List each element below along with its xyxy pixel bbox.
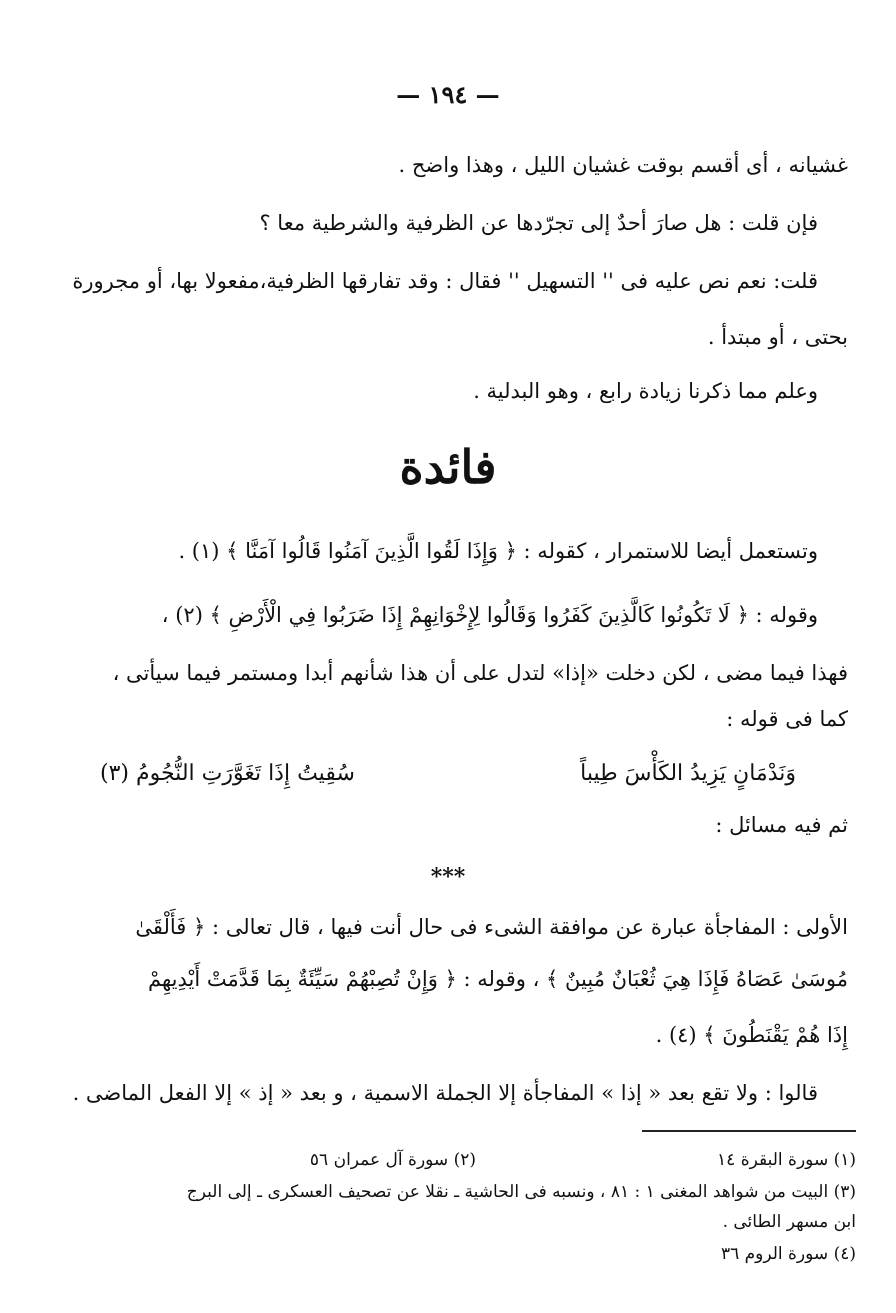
footnote: (٢) سورة آل عمران ٥٦: [309, 1150, 476, 1170]
text-line: قالوا : ولا تقع بعد « إذا » المفاجأة إلا الجملة الاسمية ، و بعد « إذ » إلا الفعل الماضى .: [72, 1081, 818, 1105]
text-line: قلت: نعم نص عليه فى '' التسهيل '' فقال : وقد تفارقها الظرفية،مفعولا بها، أو مجرورة: [72, 269, 818, 293]
section-divider-stars: ***: [430, 864, 466, 890]
verse-hemistich-first: وَنَدْمَانٍ يَزِيدُ الكَأْسَ طِيباً: [580, 761, 796, 786]
poetry-verse: [100, 760, 796, 789]
text-line: فهذا فيما مضى ، لكن دخلت «إذا» لتدل على أن هذا شأنهم أبدا ومستمر فيما سيأتى ،: [112, 661, 848, 685]
text-line: مُوسَىٰ عَصَاهُ فَإِذَا هِيَ ثُعْبَانٌ مُبِينٌ ﴾ ، وقوله : ﴿ وَإِنْ تُصِبْهُمْ سَيِّئَةٌ بِمَا قَدَّمَتْ أَيْدِيهِمْ: [147, 967, 848, 991]
text-line: ثم فيه مسائل :: [715, 813, 848, 837]
footnote: ابن مسهر الطائى .: [722, 1212, 856, 1232]
text-line: وعلم مما ذكرنا زيادة رابع ، وهو البدلية .: [473, 379, 818, 403]
text-line: وقوله : ﴿ لَا تَكُونُوا كَالَّذِينَ كَفَرُوا وَقَالُوا لِإِخْوَانِهِمْ إِذَا ضَرَبُوا فِي الْأَرْضِ ﴾ (٢) ،: [161, 603, 818, 627]
footnote: (٣) البيت من شواهد المغنى ١ : ٨١ ، ونسبه فى الحاشية ـ نقلا عن تصحيف العسكرى ـ إلى البرج: [186, 1182, 856, 1202]
text-line: إِذَا هُمْ يَقْنَطُونَ ﴾ (٤) .: [655, 1023, 848, 1047]
footnote: (١) سورة البقرة ١٤: [717, 1150, 856, 1170]
footnote-divider: [642, 1130, 856, 1132]
text-line: فإن قلت : هل صارَ أحدٌ إلى تجرّدها عن الظرفية والشرطية معا ؟: [259, 211, 818, 235]
footnote: (٤) سورة الروم ٣٦: [720, 1244, 856, 1264]
text-line: بحتى ، أو مبتدأ .: [707, 325, 848, 349]
text-line: كما فى قوله :: [726, 707, 848, 731]
text-line: غشيانه ، أى أقسم بوقت غشيان الليل ، وهذا واضح .: [398, 153, 848, 177]
page-number: — ١٩٤ —: [396, 80, 500, 109]
text-line: الأولى : المفاجأة عبارة عن موافقة الشىء فى حال أنت فيها ، قال تعالى : ﴿ فَأَلْقَىٰ: [135, 915, 848, 939]
text-line: وتستعمل أيضا للاستمرار ، كقوله : ﴿ وَإِذَا لَقُوا الَّذِينَ آمَنُوا قَالُوا آمَنَّا ﴾ (١) .: [178, 539, 818, 563]
section-heading: فائدة: [399, 440, 497, 494]
verse-hemistich-second: سُقِيتُ إِذَا تَغَوَّرَتِ النُّجُومُ (٣): [100, 761, 355, 786]
